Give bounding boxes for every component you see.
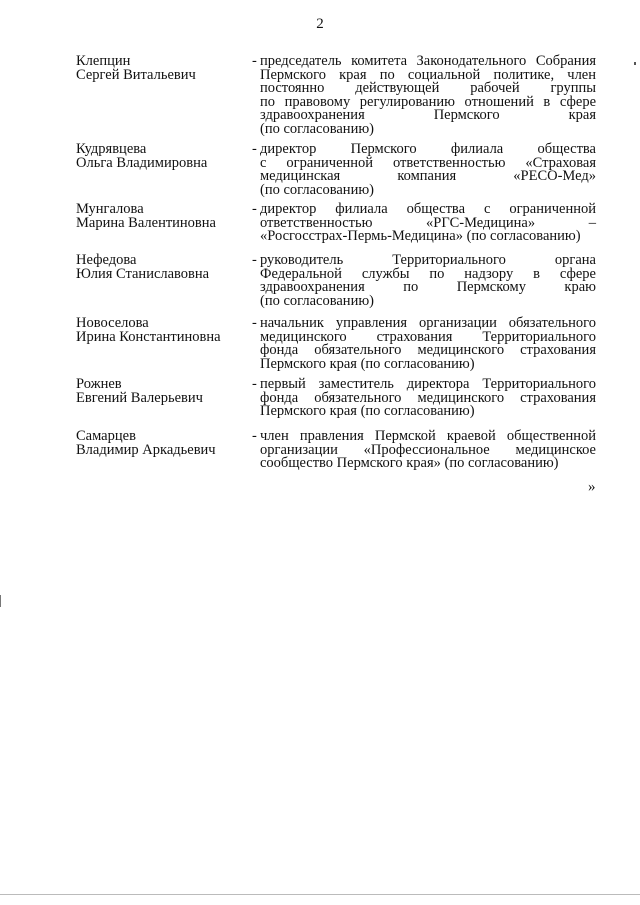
role-line: директор Пермского филиала общества bbox=[260, 141, 596, 157]
dash: - bbox=[252, 376, 257, 392]
role-line: (по согласованию) bbox=[260, 292, 374, 309]
role-line: фонда обязательного медицинского страхования bbox=[260, 389, 596, 406]
member-name bbox=[76, 254, 246, 281]
member-role bbox=[260, 430, 596, 471]
member-name bbox=[76, 430, 246, 457]
role-line: руководитель Территориального органа bbox=[260, 252, 596, 268]
role-line: директор филиала общества с ограниченной bbox=[260, 201, 596, 217]
role-line: Пермского края (по согласованию) bbox=[260, 355, 475, 372]
closing-quote: » bbox=[588, 479, 596, 495]
scan-artifact bbox=[634, 62, 636, 65]
dash: - bbox=[252, 141, 257, 157]
member-name bbox=[76, 378, 246, 405]
member-role bbox=[260, 203, 596, 244]
role-line: фонда обязательного медицинского страхования bbox=[260, 342, 596, 358]
role-line: с ограниченной ответственностью «Страховая bbox=[260, 154, 596, 171]
dash: - bbox=[252, 428, 257, 444]
member-given-names: Марина Валентиновна bbox=[76, 214, 216, 231]
role-line: медицинского страхования Территориального bbox=[260, 328, 596, 345]
role-line: председатель комитета Законодательного Собрания bbox=[260, 53, 596, 69]
member-surname: Кудрявцева bbox=[76, 141, 147, 157]
role-line: здравоохранения по Пермскому краю bbox=[260, 279, 596, 295]
role-line: организации «Профессиональное медицинское bbox=[260, 441, 596, 458]
member-name bbox=[76, 317, 246, 344]
member-surname: Мунгалова bbox=[76, 201, 144, 217]
role-line: постоянно действующей рабочей группы bbox=[260, 80, 596, 96]
dash: - bbox=[252, 201, 257, 217]
dash: - bbox=[252, 53, 257, 69]
role-line: (по согласованию) bbox=[260, 120, 374, 137]
role-line: здравоохранения Пермского края bbox=[260, 107, 596, 123]
member-name bbox=[76, 203, 246, 230]
member-surname: Клепцин bbox=[76, 53, 131, 69]
member-role bbox=[260, 55, 596, 136]
member-surname: Рожнев bbox=[76, 376, 122, 392]
role-line: член правления Пермской краевой общественной bbox=[260, 428, 596, 444]
member-given-names: Сергей Витальевич bbox=[76, 66, 196, 83]
role-line: Пермского края (по согласованию) bbox=[260, 403, 475, 419]
role-line: сообщество Пермского края» (по согласованию) bbox=[260, 455, 559, 471]
scan-artifact bbox=[0, 595, 1, 607]
dash: - bbox=[252, 315, 257, 331]
member-surname: Самарцев bbox=[76, 428, 136, 444]
role-line: Пермского края по социальной политике, член bbox=[260, 66, 596, 83]
role-line: «Росгосстрах-Пермь-Медицина» (по согласованию) bbox=[260, 228, 581, 244]
role-line: Федеральной службы по надзору в сфере bbox=[260, 265, 596, 282]
scan-edge-line bbox=[0, 894, 640, 895]
role-line: по правовому регулированию отношений в сфере bbox=[260, 93, 596, 110]
member-role bbox=[260, 143, 596, 197]
dash: - bbox=[252, 252, 257, 268]
member-role bbox=[260, 317, 596, 371]
role-line: медицинская компания «РЕСО-Мед» bbox=[260, 168, 596, 184]
member-role bbox=[260, 254, 596, 308]
member-given-names: Евгений Валерьевич bbox=[76, 389, 203, 406]
member-given-names: Ольга Владимировна bbox=[76, 154, 208, 171]
member-surname: Новоселова bbox=[76, 315, 149, 331]
member-given-names: Юлия Станиславовна bbox=[76, 265, 210, 282]
page-number: 2 bbox=[316, 16, 324, 32]
member-name bbox=[76, 143, 246, 170]
role-line: начальник управления организации обязательного bbox=[260, 315, 596, 331]
role-line: (по согласованию) bbox=[260, 181, 374, 198]
role-line: ответственностью «РГС-Медицина» – bbox=[260, 214, 596, 231]
role-line: первый заместитель директора Территориального bbox=[260, 376, 596, 392]
member-given-names: Ирина Константиновна bbox=[76, 328, 221, 345]
member-given-names: Владимир Аркадьевич bbox=[76, 441, 216, 458]
member-surname: Нефедова bbox=[76, 252, 137, 268]
member-role bbox=[260, 378, 596, 419]
member-name bbox=[76, 55, 246, 82]
